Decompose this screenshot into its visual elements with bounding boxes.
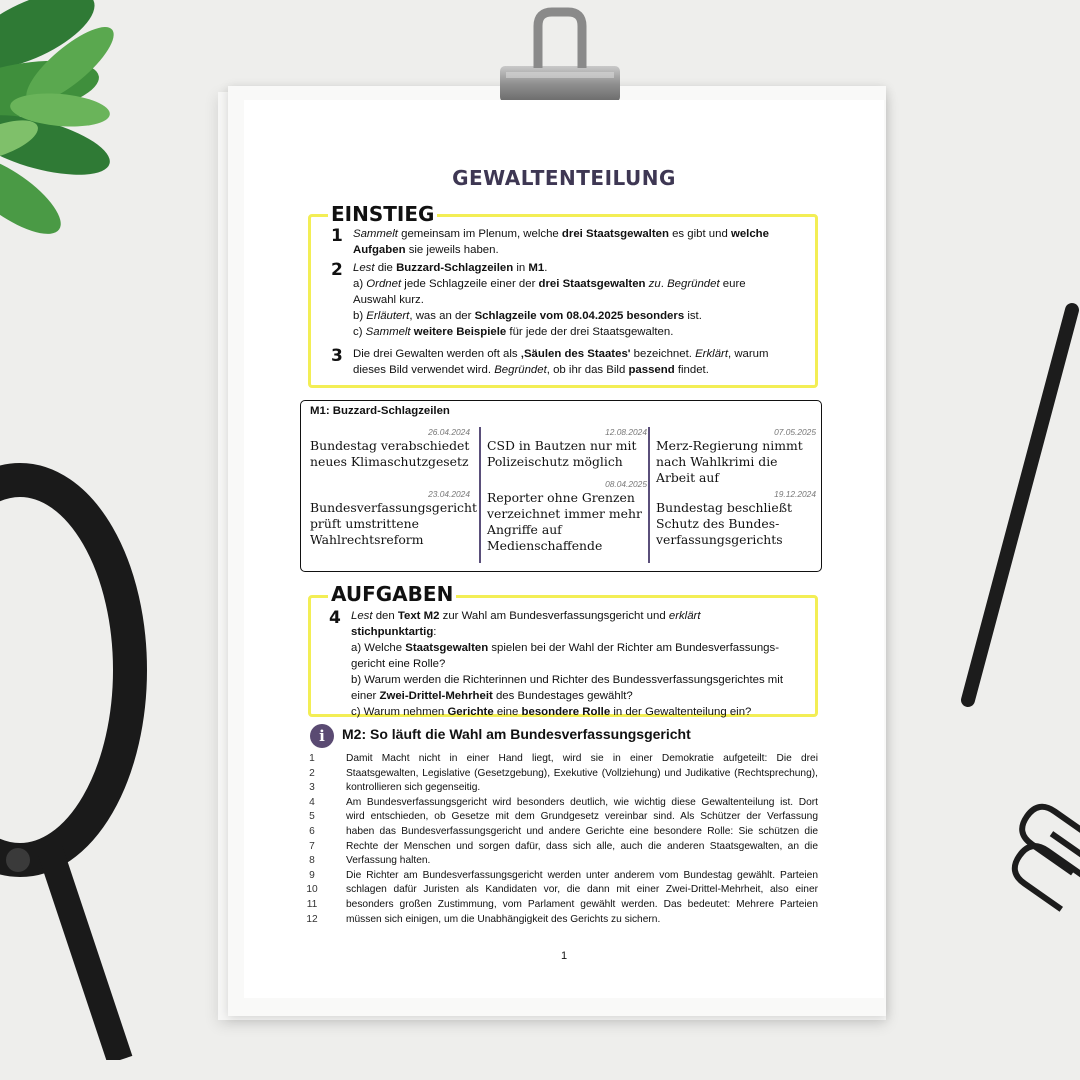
task-text: Erklärt	[695, 348, 728, 360]
task-line	[351, 672, 787, 704]
task-text: Erläutert	[366, 310, 410, 322]
info-icon: i	[310, 724, 334, 748]
line-text: kontrollieren sich gegenseitig.	[346, 782, 481, 794]
task-line	[353, 276, 789, 308]
line-number: 7	[309, 840, 315, 852]
text-line	[302, 796, 818, 811]
task-number: 2	[331, 260, 343, 280]
task-text: zur Wahl am Bundesverfassungsgericht und	[439, 610, 669, 622]
line-number: 1	[309, 753, 315, 764]
task-line	[351, 704, 787, 720]
line-text: Am Bundesverfassungsgericht wird besonders deutlich, wie wichtig diese Gewaltenteilung ist. Dort	[346, 796, 818, 808]
text-line	[302, 752, 818, 767]
aufgaben-heading: AUFGABEN	[328, 584, 456, 604]
headline-item	[487, 479, 647, 554]
task-text: erklärt	[668, 610, 701, 622]
worksheet-page	[244, 100, 884, 998]
task-3	[331, 346, 789, 378]
headline-text: Reporter ohne Grenzen verzeichnet immer mehr Angriffe auf Medienschaffende	[487, 490, 642, 553]
line-text: haben das Bundesverfassungsgericht und andere Gerichte eine besondere Rolle: Sie schützen die	[346, 825, 818, 837]
task-text: die	[374, 262, 397, 274]
headline-item	[310, 489, 477, 548]
task-text: M1	[528, 262, 545, 274]
headline-date: 07.05.2025	[774, 427, 816, 437]
task-text: gemeinsam im Plenum, welche	[397, 228, 562, 240]
line-number: 12	[306, 913, 318, 925]
task-text: drei Staatsgewalten	[538, 278, 646, 290]
task-text: für jede der drei Staatsgewalten.	[506, 326, 674, 338]
task-text: Sammelt	[365, 326, 411, 338]
task-text: Sammelt	[353, 228, 398, 240]
line-text: Die Richter am Bundesverfassungsgericht werden unter anderem vom Bundestag gewählt. Parteien	[346, 869, 818, 881]
page-number: 1	[560, 950, 568, 962]
task-text: a) Welche	[351, 642, 406, 654]
line-number: 6	[309, 825, 315, 837]
task-text: Buzzard-Schlagzeilen	[396, 262, 514, 274]
task-text: .	[544, 262, 548, 274]
text-line	[302, 840, 818, 855]
task-line	[353, 346, 789, 378]
task-text: ist.	[684, 310, 702, 322]
headline-date: 12.08.2024	[605, 427, 647, 437]
headline-date: 19.12.2024	[774, 489, 816, 499]
task-1	[331, 226, 789, 258]
task-text: sie jeweils haben.	[405, 244, 499, 256]
line-number: 5	[309, 811, 315, 823]
task-text: Zwei-Drittel-Mehrheit	[379, 690, 493, 702]
task-text: Begründet	[667, 278, 720, 290]
task-text: eure Auswahl kurz.	[353, 278, 746, 306]
text-line	[302, 898, 818, 913]
line-text: müssen sich einigen, um die Unabhängigkeit des Gerichts zu sichern.	[346, 913, 661, 925]
task-text: in der Gewaltenteilung ein?	[610, 706, 752, 718]
task-text: es gibt und	[668, 228, 731, 240]
task-line	[351, 608, 787, 640]
text-line	[302, 781, 818, 796]
headline-column	[656, 427, 816, 563]
scissors-icon	[0, 420, 180, 1060]
line-text: Verfassung halten.	[346, 855, 431, 867]
headline-column	[310, 427, 477, 563]
task-number: 4	[329, 608, 341, 628]
task-text: Die drei Gewalten werden oft als	[353, 348, 521, 360]
task-text: b)	[353, 310, 367, 322]
task-text: Begründet	[494, 364, 547, 376]
task-text: c)	[353, 326, 366, 338]
headline-item	[656, 427, 816, 486]
task-text: , ob ihr das Bild	[546, 364, 629, 376]
line-text: Staatsgewalten, Legislative (Gesetzgebung), Exekutive (Vollziehung) und Judikative (Rechtsprechung),	[346, 767, 818, 779]
task-text: ‚Säulen des Staates'	[520, 348, 631, 360]
m2-text	[302, 752, 818, 927]
text-line	[302, 825, 818, 840]
task-text: in	[513, 262, 529, 274]
line-number: 9	[309, 869, 315, 881]
headline-item	[487, 427, 647, 470]
text-line	[302, 767, 818, 782]
task-text: Schlagzeile vom 08.04.2025 besonders	[474, 310, 685, 322]
task-number: 3	[331, 346, 343, 366]
task-text: c) Warum nehmen	[351, 706, 448, 718]
column-divider	[479, 427, 481, 563]
task-text: besondere Rolle	[521, 706, 611, 718]
headline-text: Bundestag verabschiedet neues Klimaschutzgesetz	[310, 438, 470, 469]
task-text: Text M2	[397, 610, 440, 622]
task-line	[351, 640, 787, 672]
task-4	[329, 608, 787, 720]
task-text: findet.	[674, 364, 709, 376]
text-line	[302, 913, 818, 928]
line-number: 8	[309, 855, 315, 867]
line-text: Rechte der Menschen und sorgen dafür, dass sich alle, auch die anderen Staatsgewalten, an die	[346, 840, 818, 852]
paperclip-icon	[1000, 790, 1080, 930]
task-text: stichpunktartig	[351, 626, 434, 638]
task-number: 1	[331, 226, 343, 246]
headline-date: 26.04.2024	[428, 427, 470, 437]
line-number: 4	[309, 796, 315, 808]
headline-text: Bundestag beschließt Schutz des Bundes-verfassungsgerichts	[656, 500, 792, 547]
task-text: bezeichnet.	[630, 348, 696, 360]
task-text: den	[372, 610, 398, 622]
line-number: 10	[306, 884, 318, 896]
text-line	[302, 810, 818, 825]
task-text: jede Schlagzeile einer der	[401, 278, 539, 290]
headline-date: 23.04.2024	[428, 489, 470, 499]
task-text: Lest	[353, 262, 375, 274]
binder-clip	[496, 6, 624, 106]
headline-column	[487, 427, 647, 563]
text-line	[302, 854, 818, 869]
task-text: eine	[493, 706, 522, 718]
task-text: spielen bei der Wahl der Richter am Bundesverfassungs-gericht eine Rolle?	[351, 642, 779, 670]
line-number: 3	[309, 782, 315, 794]
task-text: b) Warum werden die Richterinnen und Richter des Bundessverfassungsgerichtes mit einer	[351, 674, 783, 702]
m1-title: M1: Buzzard-Schlagzeilen	[310, 405, 450, 417]
task-line	[353, 324, 789, 340]
headline-text: CSD in Bautzen nur mit Polizeischutz möglich	[487, 438, 637, 469]
task-text: Gerichte	[447, 706, 494, 718]
m2-title: M2: So läuft die Wahl am Bundesverfassungsgericht	[342, 726, 691, 742]
headline-item	[310, 427, 470, 470]
task-text: .	[660, 278, 668, 290]
text-line	[302, 869, 818, 884]
line-text: schlagen dafür Juristen als Kandidaten vor, die dann mit einer Zwei-Drittel-Mehrheit, also einer	[346, 884, 818, 896]
succulent-plant	[0, 0, 160, 270]
line-text: wird entschieden, ob Gesetze mit dem Grundgesetz vereinbar sind. Als Schützer der Verfassung	[346, 811, 818, 823]
line-text: Damit Macht nicht in einer Hand liegt, wird sie in einer Demokratie aufgeteilt: Die drei	[346, 753, 818, 764]
headline-date: 08.04.2025	[605, 479, 647, 489]
page-title: GEWALTENTEILUNG	[452, 166, 676, 190]
column-divider	[648, 427, 650, 563]
headline-item	[656, 489, 816, 548]
task-text: a)	[353, 278, 367, 290]
task-text: Ordnet	[366, 278, 402, 290]
line-text: besonders großen Zustimmung, vom Parlament gewählt werden. Das bedeutet: Mehrere Parteien	[346, 898, 818, 910]
einstieg-heading: EINSTIEG	[328, 204, 437, 224]
task-text: passend	[628, 364, 675, 376]
task-line	[353, 308, 789, 324]
pen	[960, 300, 1080, 720]
line-number: 2	[309, 767, 315, 779]
task-text: , warum dieses Bild verwendet wird.	[353, 348, 769, 376]
task-text: welche Aufgaben	[353, 228, 769, 256]
task-text: :	[433, 626, 437, 638]
task-text: des Bundestages gewählt?	[492, 690, 633, 702]
line-number: 11	[306, 898, 318, 910]
m1-headlines-box	[300, 400, 822, 572]
task-text: weitere Beispiele	[413, 326, 507, 338]
text-line	[302, 883, 818, 898]
task-line	[353, 226, 789, 258]
task-2	[331, 260, 789, 340]
task-text: Lest	[351, 610, 373, 622]
task-text: , was an der	[409, 310, 475, 322]
task-line	[353, 260, 789, 276]
task-text: Staatsgewalten	[405, 642, 489, 654]
headline-text: Merz-Regierung nimmt nach Wahlkrimi die Arbeit auf	[656, 438, 803, 485]
headline-text: Bundesverfassungsgericht prüft umstrittene Wahlrechtsreform	[310, 500, 477, 547]
task-text: zu	[645, 278, 661, 290]
task-text: drei Staatsgewalten	[561, 228, 669, 240]
